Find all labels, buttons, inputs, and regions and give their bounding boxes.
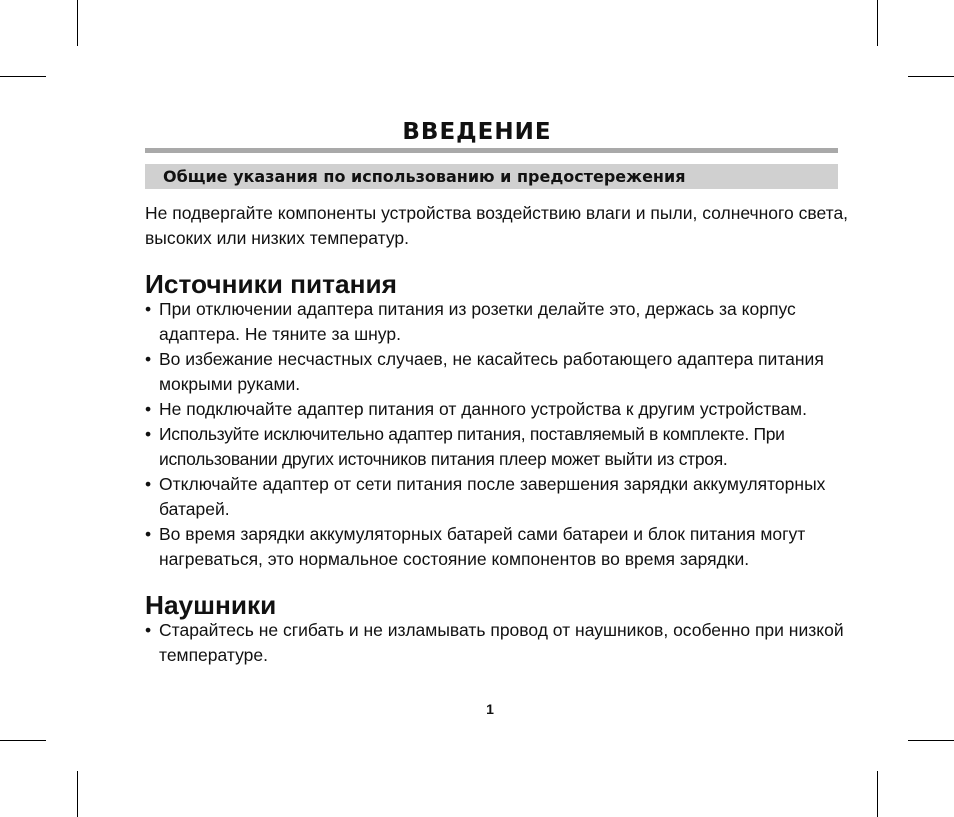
power-sources-list <box>145 297 850 572</box>
list-item-text: Во избежание несчастных случаев, не касайтесь работающего адаптера питания мокрыми руками. <box>159 349 824 394</box>
list-item <box>145 297 850 347</box>
power-sources-heading: Источники питания <box>145 269 397 299</box>
bullet-icon: • <box>145 424 151 444</box>
crop-mark-bottom-right-vertical <box>877 771 878 817</box>
bullet-icon: • <box>145 524 152 544</box>
section-header-bar <box>145 164 838 189</box>
spacer <box>145 572 850 592</box>
crop-mark-bottom-left-horizontal <box>0 740 46 741</box>
crop-mark-top-right-horizontal <box>908 76 954 77</box>
crop-mark-bottom-right-horizontal <box>908 740 954 741</box>
list-item <box>145 422 850 472</box>
list-item-text: Отключайте адаптер от сети питания после завершения зарядки аккумуляторных батарей. <box>159 474 826 519</box>
bullet-icon: • <box>145 349 152 369</box>
intro-paragraph: Не подвергайте компоненты устройства воздействию влаги и пыли, солнечного света, высоких или низких температур. <box>145 203 849 248</box>
list-item-text: Во время зарядки аккумуляторных батарей сами батареи и блок питания могут нагреваться, это нормальное состояние компонентов во время зарядки. <box>159 524 806 569</box>
page-number: 1 <box>486 701 494 717</box>
list-item-text: Не подключайте адаптер питания от данного устройства к другим устройствам. <box>159 399 807 419</box>
list-item <box>145 347 850 397</box>
section-title: Общие указания по использованию и предостережения <box>163 167 686 186</box>
list-item-text: При отключении адаптера питания из розетки делайте это, держась за корпус адаптера. Не тяните за шнур. <box>159 299 796 344</box>
crop-mark-bottom-left-vertical <box>77 771 78 817</box>
list-item-text: Старайтесь не сгибать и не изламывать провод от наушников, особенно при низкой температуре. <box>159 620 844 665</box>
crop-mark-top-right-vertical <box>877 0 878 46</box>
headphones-heading: Наушники <box>145 590 277 620</box>
title-underline <box>145 148 838 153</box>
page-title: ВВЕДЕНИЕ <box>402 119 552 145</box>
crop-mark-top-left-vertical <box>77 0 78 46</box>
list-item <box>145 472 850 522</box>
bullet-icon: • <box>145 620 152 640</box>
bullet-icon: • <box>145 399 152 419</box>
list-item <box>145 618 850 668</box>
bullet-icon: • <box>145 474 152 494</box>
crop-mark-top-left-horizontal <box>0 76 46 77</box>
list-item <box>145 397 850 422</box>
spacer <box>145 251 850 271</box>
list-item <box>145 522 850 572</box>
bullet-icon: • <box>145 299 152 319</box>
list-item-text: Используйте исключительно адаптер питания, поставляемый в комплекте. При использовании других источников питания плеер может выйти из строя. <box>159 424 785 469</box>
headphones-list <box>145 618 850 668</box>
document-body <box>145 201 850 668</box>
